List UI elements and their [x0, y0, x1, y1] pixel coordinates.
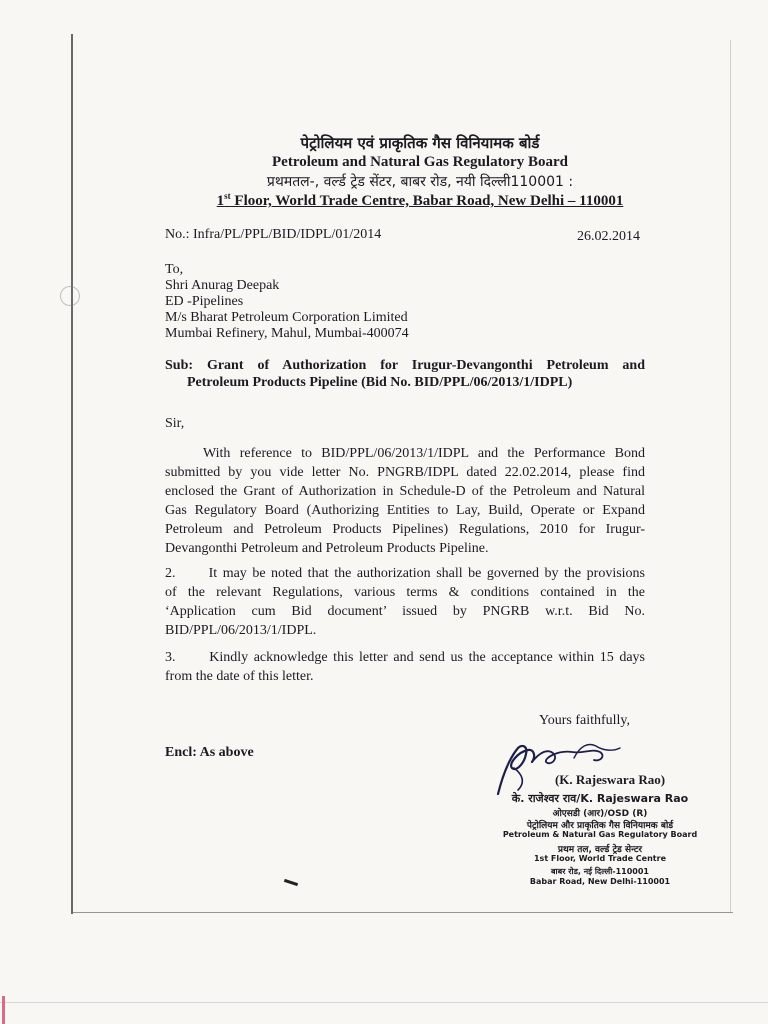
subject	[165, 357, 645, 391]
letterhead-address-hindi: प्रथमतल-, वर्ल्ड ट्रेड सेंटर, बाबर रोड, नयी दिल्ली110001 :	[266, 174, 574, 190]
paragraph-line: 2. It may be noted that the authorization shall be governed by the provisions	[165, 566, 645, 581]
stamp-line: Petroleum & Natural Gas Regulatory Board	[502, 830, 698, 839]
recipient-line: To,	[165, 262, 184, 277]
paragraph-line: enclosed the Grant of Authorization in Schedule-D of the Petroleum and Natural	[165, 484, 645, 499]
paragraph-line: from the date of this letter.	[165, 669, 314, 684]
punch-hole	[60, 286, 80, 306]
recipient-line: M/s Bharat Petroleum Corporation Limited	[165, 310, 408, 325]
scan-edge-left	[71, 34, 73, 914]
paragraph-3	[165, 648, 645, 686]
recipient-address	[165, 261, 409, 341]
paragraph-2	[165, 564, 645, 640]
stamp-line: प्रथम तल, वर्ल्ड ट्रेड सेन्टर	[557, 845, 643, 855]
color-bleed-mark	[2, 996, 5, 1024]
letterhead-address-english	[160, 191, 680, 210]
subject-line-1: Sub: Grant of Authorization for Irugur-Devangonthi Petroleum and	[165, 358, 645, 373]
scan-edge-bottom	[73, 912, 733, 913]
stamp-line: Babar Road, New Delhi-110001	[529, 877, 671, 886]
enclosure-note: Encl: As above	[165, 745, 254, 760]
paragraph-line: BID/PPL/06/2013/1/IDPL.	[165, 623, 317, 638]
letterhead-org-hindi: पेट्रोलियम एवं प्राकृतिक गैस विनियामक बोर्ड	[300, 134, 540, 152]
floor-number: 1	[216, 193, 225, 209]
paragraph-line: Petroleum and Petroleum Products Pipelines) Regulations, 2010 for Irugur-	[165, 522, 645, 537]
paragraph-line: submitted by you vide letter No. PNGRB/IDPL dated 22.02.2014, please find	[165, 465, 645, 480]
stamp-line: बाबर रोड, नई दिल्ली-110001	[550, 867, 649, 876]
stamp-line: ओएसडी (आर)/OSD (R)	[552, 809, 648, 819]
floor-suffix: st	[224, 191, 231, 201]
closing: Yours faithfully,	[539, 713, 631, 728]
letter-date: 26.02.2014	[577, 229, 640, 244]
reference-number: No.: Infra/PL/PPL/BID/IDPL/01/2014	[165, 227, 382, 242]
paragraph-line: Devangonthi Petroleum and Petroleum Products Pipeline.	[165, 541, 489, 556]
stamp-line: पेट्रोलियम और प्राकृतिक गैस विनियामक बोर्ड	[526, 821, 674, 831]
paragraph-1	[165, 444, 645, 558]
stamp-line: के. राजेश्वर राव/K. Rajeswara Rao	[511, 792, 689, 805]
paragraph-line: ‘Application cum Bid document’ issued by PNGRB w.r.t. Bid No.	[165, 604, 645, 619]
address-rest: Floor, World Trade Centre, Babar Road, New Delhi – 110001	[230, 193, 624, 209]
paragraph-line: 3. Kindly acknowledge this letter and send us the acceptance within 15 days	[165, 650, 645, 665]
paragraph-line: Gas Regulatory Board (Authorizing Entities to Lay, Build, Operate or Expand	[165, 503, 645, 518]
signatory-name: (K. Rajeswara Rao)	[554, 772, 666, 787]
paragraph-line: With reference to BID/PPL/06/2013/1/IDPL and the Performance Bond	[203, 446, 645, 461]
scan-speck	[284, 879, 298, 886]
stamp-line: 1st Floor, World Trade Centre	[533, 854, 666, 863]
recipient-line: Mumbai Refinery, Mahul, Mumbai-400074	[165, 326, 409, 341]
recipient-line: Shri Anurag Deepak	[165, 278, 280, 293]
scan-edge-right	[730, 40, 731, 912]
page-footer-line	[0, 1002, 768, 1003]
subject-line-2: Petroleum Products Pipeline (Bid No. BID/PPL/06/2013/1/IDPL)	[187, 375, 573, 390]
letterhead-org-english: Petroleum and Natural Gas Regulatory Board	[272, 154, 568, 170]
salutation: Sir,	[165, 416, 185, 431]
recipient-line: ED -Pipelines	[165, 294, 244, 309]
paragraph-line: of the relevant Regulations, various terms & conditions contained in the	[165, 585, 645, 600]
